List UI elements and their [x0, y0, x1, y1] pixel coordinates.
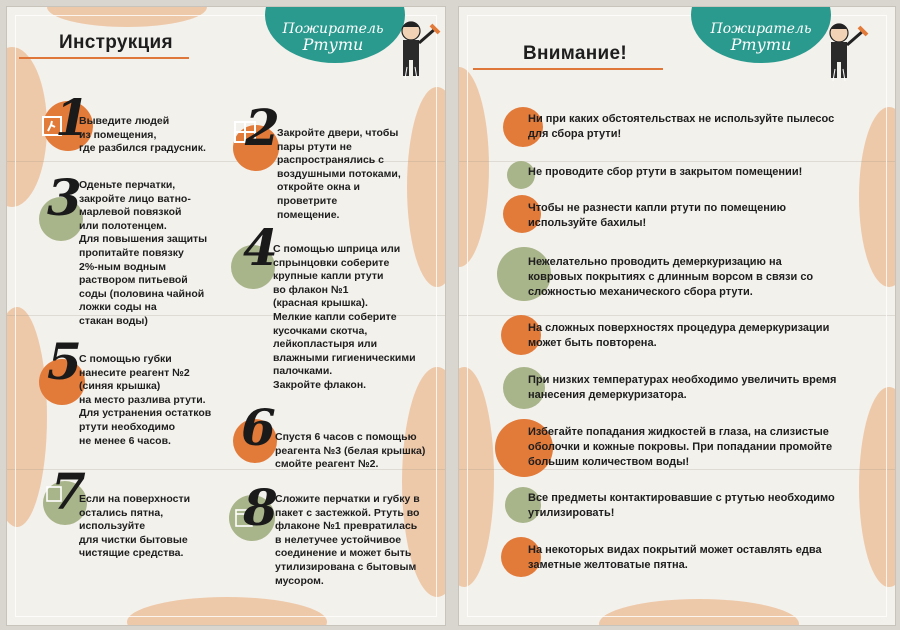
- step-3-number: 3: [47, 168, 82, 227]
- title-underline: [473, 68, 663, 70]
- brand-line-2: Ртути: [302, 35, 364, 54]
- step-4-number: 4: [243, 218, 278, 277]
- step-7-text: Если на поверхности остались пятна, используйте для чистки бытовые чистящие средства.: [79, 493, 191, 560]
- page-title: Инструкция: [59, 32, 173, 53]
- warning-sheet: [458, 6, 896, 626]
- step-4-text: С помощью шприца или спрынцовки соберите крупные капли ртути во флакон №1 (красная крышка). Мелкие капли соберите кусочками скотча, лейкопластыря или влажными гигиеническими палочками. Закройте флакон.: [273, 243, 416, 391]
- brand-logo-text: [701, 21, 821, 53]
- warning-text: Нежелательно проводить демеркуризацию на ковровых покрытиях с длинным ворсом в связи со сложностью механического сбора ртути.: [528, 256, 814, 298]
- mascot-icon: [813, 17, 869, 83]
- warning-text: Ни при каких обстоятельствах не используйте пылесос для сбора ртути!: [528, 113, 835, 140]
- step-6-text: Спустя 6 часов с помощью реагента №3 (белая крышка) смойте реагент №2.: [275, 431, 426, 471]
- step-5-number: 5: [47, 332, 82, 391]
- brand-line-2: Ртути: [730, 35, 792, 54]
- brand-logo-text: [273, 21, 393, 53]
- instruction-sheet: [6, 6, 446, 626]
- instruction-title-block: [59, 32, 179, 59]
- brand-line-1: Пожиратель: [282, 21, 384, 37]
- warning-text: Избегайте попадания жидкостей в глаза, на слизистые оболочки и кожные покровы. При попадании промойте большим количеством воды!: [528, 426, 833, 468]
- step-3-text: Оденьте перчатки, закройте лицо ватно- марлевой повязкой или полотенцем. Для повышения защиты пропитайте повязку 2%-ным водным раствором питьевой соды (половина чайной ложки соды на стакан воды): [79, 179, 208, 327]
- warning-text: Не проводите сбор ртути в закрытом помещении!: [528, 166, 803, 178]
- warning-title-block: [523, 43, 663, 70]
- page-title: Внимание!: [523, 43, 627, 64]
- warning-text: Все предметы контактировавшие с ртутью необходимо утилизировать!: [528, 492, 835, 519]
- brand-line-1: Пожиратель: [710, 21, 812, 37]
- warning-text: На сложных поверхностях процедура демеркуризации может быть повторена.: [528, 322, 830, 349]
- step-8-text: Сложите перчатки и губку в пакет с застежкой. Ртуть во флаконе №1 превратилась в нелетучее устойчивое соединение и может быть утилизирована с бытовым мусором.: [275, 493, 420, 587]
- step-2-number: 2: [245, 98, 280, 157]
- step-1-text: Выведите людей из помещения, где разбился градусник.: [79, 115, 206, 155]
- warning-text: При низких температурах необходимо увеличить время нанесения демеркуризатора.: [528, 374, 837, 401]
- title-underline: [19, 57, 189, 59]
- step-7-number: 7: [51, 462, 86, 521]
- step-8-number: 8: [243, 478, 278, 537]
- step-5-text: С помощью губки нанесите реагент №2 (синяя крышка) на место разлива ртути. Для устранения остатков ртути необходимо не менее 6 часов.: [79, 353, 212, 447]
- warning-text: Чтобы не разнести капли ртути по помещению используйте бахилы!: [528, 202, 786, 229]
- step-1-number: 1: [55, 88, 90, 147]
- mascot-icon: [385, 15, 441, 81]
- warning-text: На некоторых видах покрытий может оставлять едва заметные желтоватые пятна.: [528, 544, 822, 571]
- step-6-number: 6: [241, 398, 276, 457]
- step-2-text: Закройте двери, чтобы пары ртути не распространялись с воздушными потоками, откройте окна и проветрите помещение.: [277, 127, 401, 221]
